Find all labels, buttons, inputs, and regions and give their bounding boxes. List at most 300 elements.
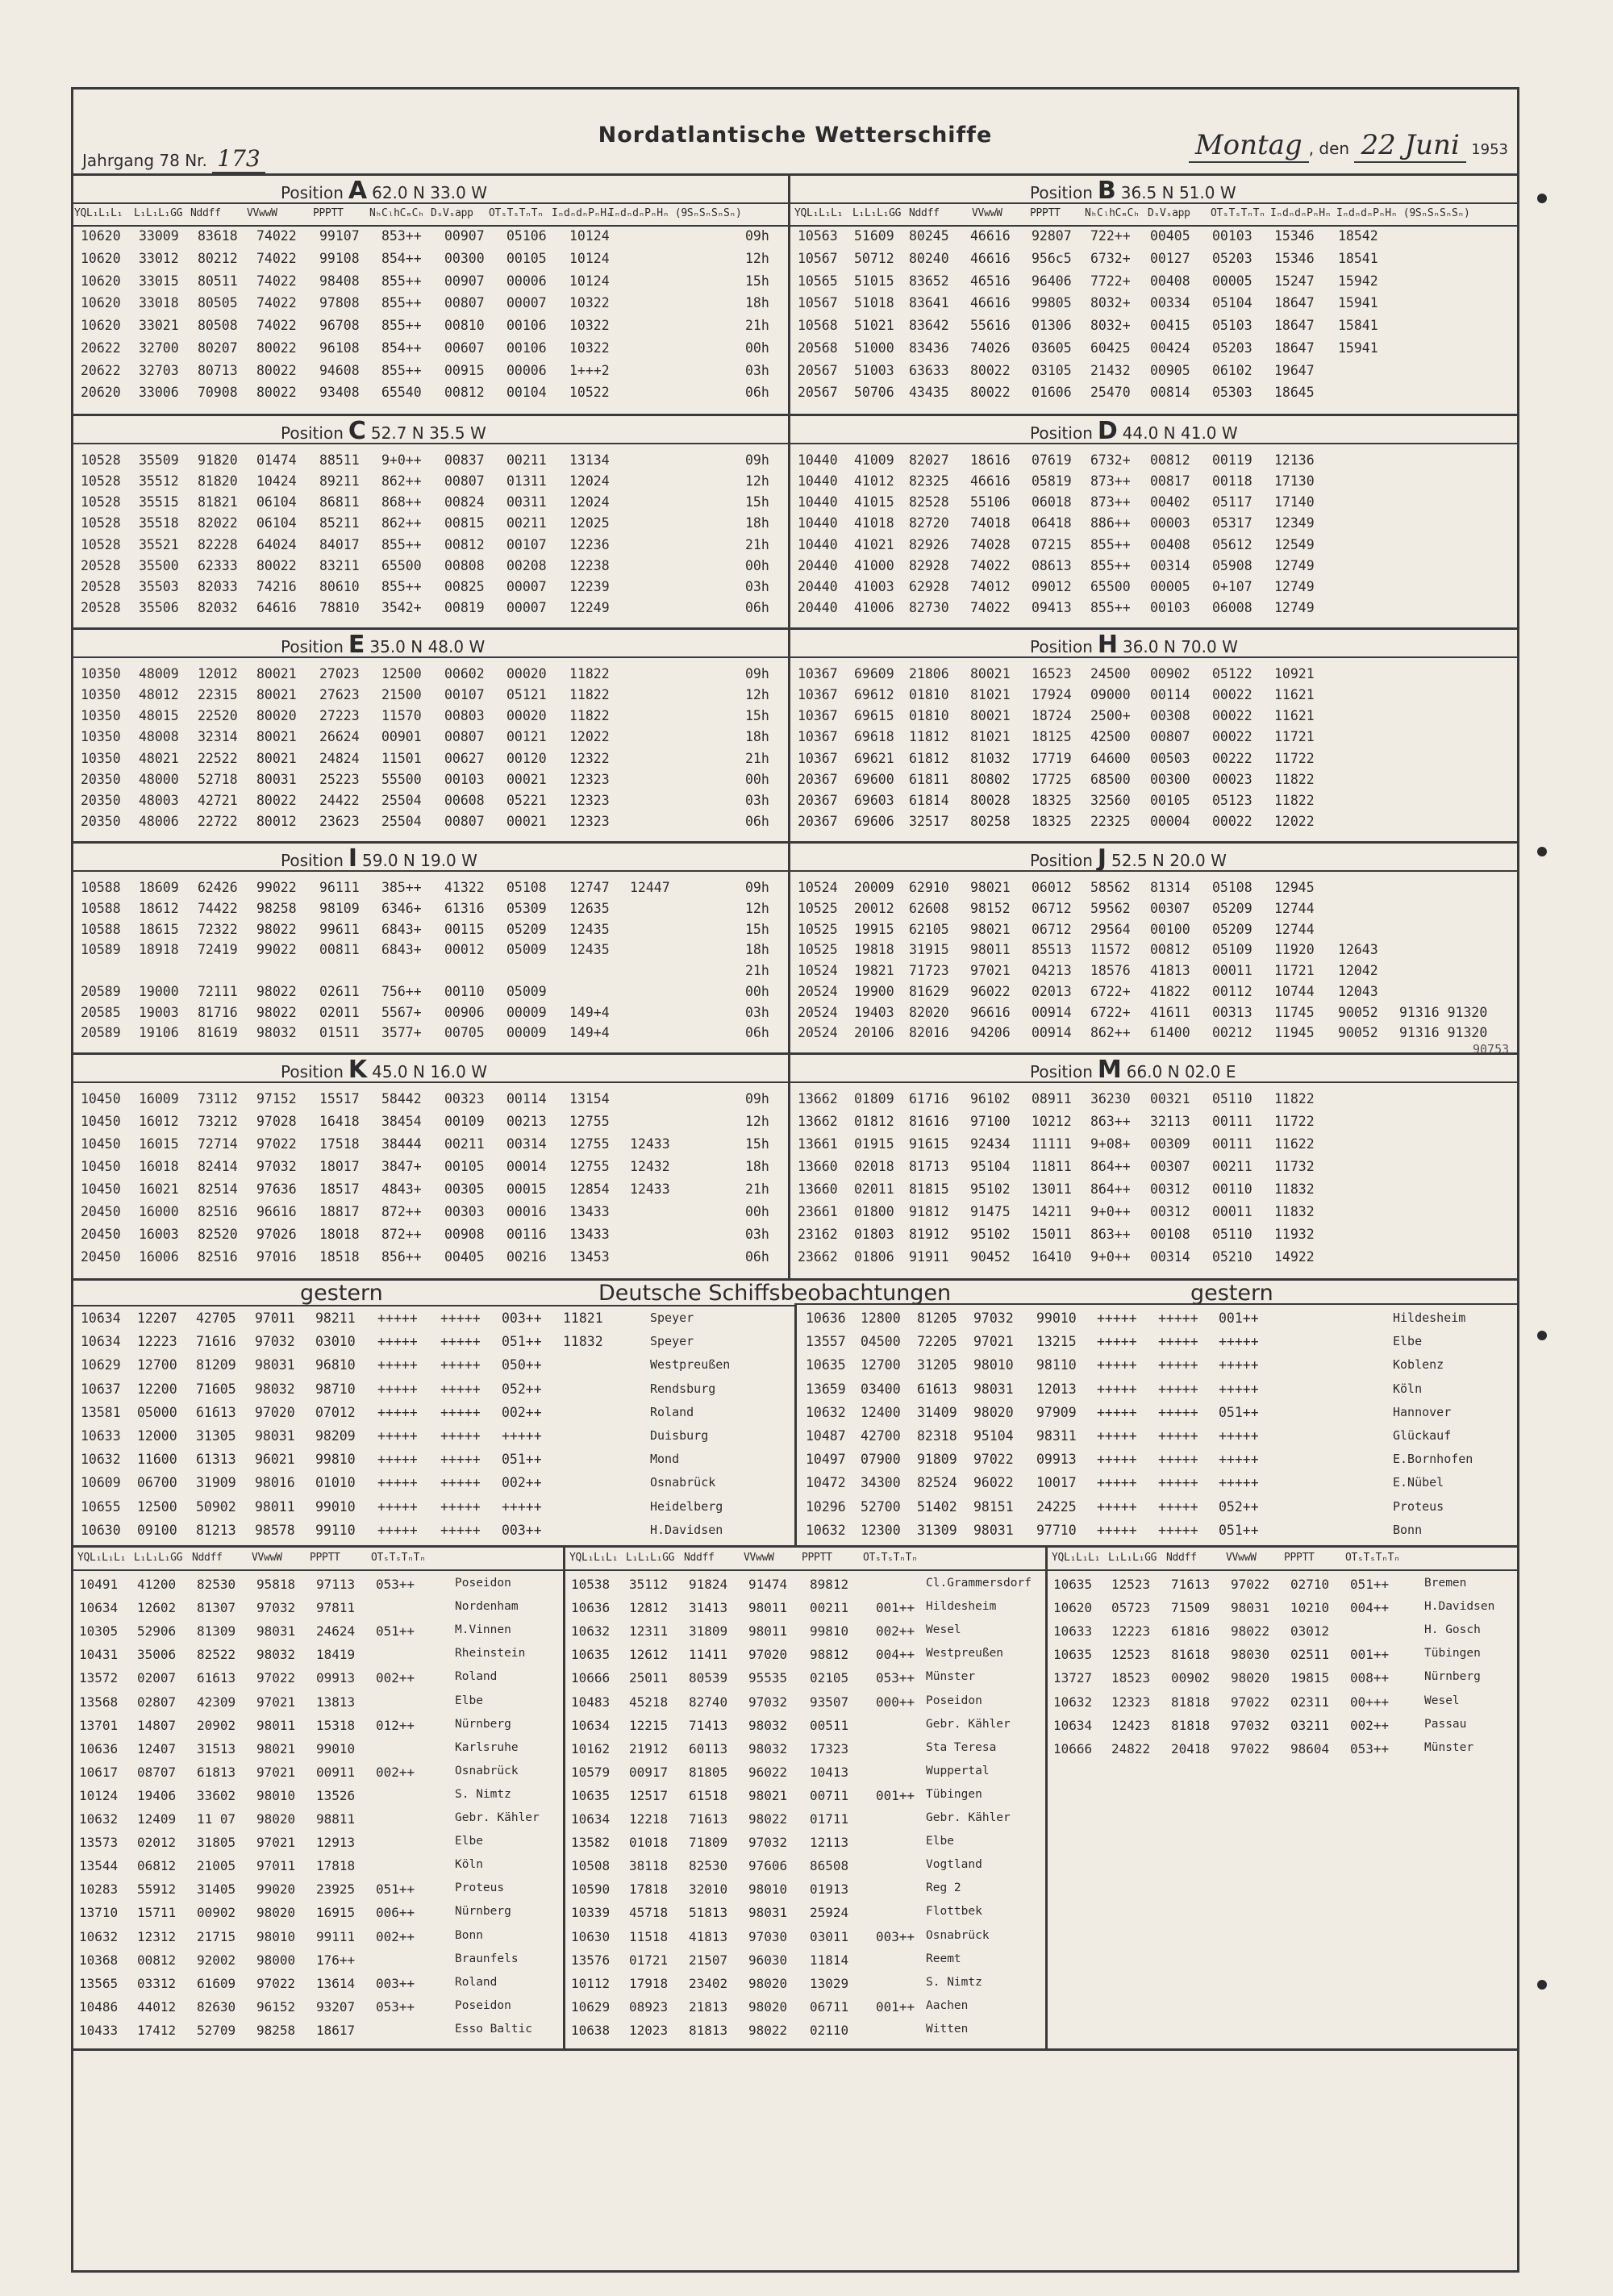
obs-cell: 00103: [1212, 228, 1252, 244]
observation-row: [788, 1159, 1514, 1177]
obs-cell: 00402: [1150, 494, 1190, 510]
obs-cell: 20350: [81, 813, 121, 829]
obs-cell: 21h: [745, 1181, 769, 1197]
obs-cell: 81805: [689, 1764, 728, 1780]
obs-cell: 50902: [196, 1498, 236, 1515]
obs-cell: 89211: [319, 473, 360, 490]
obs-cell: 27023: [319, 666, 360, 681]
obs-cell: 00312: [1150, 1204, 1190, 1219]
obs-cell: 00006: [506, 273, 547, 289]
obs-cell: 15h: [745, 494, 769, 510]
obs-cell: 31809: [689, 1623, 728, 1640]
obs-cell: 82325: [909, 473, 949, 490]
obs-cell: 10634: [81, 1311, 121, 1326]
obs-cell: 13662: [798, 1114, 838, 1129]
issue-label: [82, 145, 265, 172]
obs-cell: 06418: [1032, 515, 1072, 531]
obs-cell: 11920: [1274, 942, 1315, 958]
obs-cell: 11111: [1032, 1136, 1072, 1152]
obs-cell: 33018: [139, 295, 179, 311]
obs-cell: +++++: [502, 1498, 542, 1515]
obs-cell: 82033: [198, 578, 238, 594]
obs-cell: 10528: [81, 452, 121, 468]
obs-cell: 12812: [629, 1600, 669, 1616]
obs-cell: 051++: [1350, 1577, 1390, 1592]
obs-cell: 15h: [745, 1136, 769, 1152]
obs-cell: 13572: [79, 1670, 119, 1686]
obs-cell: 96102: [970, 1091, 1011, 1106]
obs-cell: 10017: [1036, 1475, 1077, 1491]
obs-cell: 81821: [198, 494, 238, 510]
obs-cell: 385++: [381, 880, 422, 895]
obs-cell: 44012: [137, 1998, 177, 2015]
obs-cell: 80022: [256, 362, 297, 378]
obs-cell: 22520: [198, 708, 238, 724]
obs-cell: 18542: [1338, 228, 1378, 244]
obs-cell: 05103: [1212, 318, 1252, 333]
column-header: OTₛTₛTₙTₙ: [1345, 1552, 1400, 1564]
obs-cell: 10528: [81, 536, 121, 552]
observation-row: [788, 1005, 1514, 1023]
obs-cell: 00120: [506, 750, 547, 766]
german-row: [794, 1311, 1520, 1328]
obs-cell: 855++: [381, 318, 422, 333]
block-top-rule-0: [71, 173, 1519, 176]
obs-cell: 00015: [506, 1181, 547, 1197]
obs-cell: 99810: [315, 1452, 356, 1468]
obs-cell: 35521: [139, 536, 179, 552]
column-header: L₁L₁L₁GG: [626, 1552, 675, 1564]
obs-cell: 80610: [319, 578, 360, 594]
obs-cell: 82514: [198, 1181, 238, 1197]
observation-row: [788, 1204, 1514, 1222]
obs-cell: 00004: [1150, 813, 1190, 829]
obs-cell: 10491: [79, 1577, 119, 1592]
ship-name: E.Nübel: [1393, 1475, 1444, 1490]
observation-row: [788, 666, 1514, 684]
obs-cell: 13029: [810, 1975, 849, 1991]
ship-observation-row: [1045, 1670, 1521, 1688]
obs-cell: 6843+: [381, 921, 422, 937]
date-label: [1189, 129, 1508, 161]
obs-cell: 06h: [745, 599, 769, 615]
obs-cell: 722++: [1090, 228, 1131, 244]
position-rule-left: [71, 443, 788, 444]
obs-cell: 98011: [255, 1498, 295, 1515]
obs-cell: 10637: [81, 1381, 121, 1397]
obs-cell: 176++: [316, 1952, 356, 1968]
obs-cell: 99805: [1032, 295, 1072, 311]
obs-cell: 10450: [81, 1159, 121, 1174]
position-letter: I: [348, 844, 358, 873]
obs-cell: 11945: [1274, 1025, 1315, 1041]
obs-cell: 91824: [689, 1577, 728, 1592]
obs-cell: 72111: [198, 983, 238, 999]
obs-cell: 00112: [1212, 983, 1252, 999]
obs-cell: 98710: [315, 1381, 356, 1397]
obs-cell: 06012: [1032, 880, 1072, 895]
position-rule-right: [788, 656, 1519, 658]
bottom-rows-3: [1045, 1577, 1521, 2044]
ship-name: Elbe: [1393, 1334, 1423, 1349]
obs-cell: 98604: [1290, 1740, 1330, 1756]
obs-cell: 82032: [198, 599, 238, 615]
observation-row: [788, 537, 1514, 555]
position-heading-D: [1030, 417, 1238, 445]
obs-cell: 16523: [1032, 666, 1072, 681]
obs-cell: 13660: [798, 1159, 838, 1174]
obs-cell: 92434: [970, 1136, 1011, 1152]
obs-cell: +++++: [377, 1311, 418, 1326]
obs-cell: 96152: [256, 1998, 296, 2015]
obs-cell: +++++: [377, 1522, 418, 1538]
obs-cell: 855++: [381, 273, 422, 289]
obs-cell: 65500: [381, 557, 422, 573]
obs-cell: 00007: [506, 295, 547, 311]
obs-cell: 001++: [876, 1787, 915, 1803]
position-label: Position: [281, 423, 344, 443]
obs-cell: 15942: [1338, 273, 1378, 289]
obs-cell: 862++: [1090, 1025, 1131, 1041]
obs-cell: 61816: [1171, 1623, 1211, 1640]
obs-cell: 06102: [1212, 362, 1252, 378]
obs-cell: 00907: [444, 228, 485, 244]
obs-cell: 20367: [798, 813, 838, 829]
obs-cell: 12500: [137, 1498, 177, 1515]
position-coordinates: 36.0 N 70.0 W: [1122, 637, 1238, 656]
position-heading-C: [281, 417, 486, 445]
obs-cell: 42700: [861, 1428, 901, 1444]
obs-cell: 81713: [909, 1159, 949, 1174]
obs-cell: 46616: [970, 473, 1011, 490]
obs-cell: 15941: [1338, 295, 1378, 311]
obs-cell: 00914: [1032, 1025, 1072, 1041]
binder-hole-2: [1537, 847, 1547, 856]
obs-cell: 33006: [139, 385, 179, 401]
ship-observation-row: [563, 1577, 1039, 1594]
column-header: DₛVₛapp: [1148, 207, 1190, 219]
obs-cell: 03012: [1290, 1623, 1330, 1640]
obs-cell: 23162: [798, 1227, 838, 1242]
ship-name: Tübingen: [926, 1787, 982, 1801]
obs-cell: 7722+: [1090, 273, 1131, 289]
obs-cell: 13660: [798, 1181, 838, 1197]
obs-cell: 18h: [745, 295, 769, 311]
obs-cell: 41012: [854, 473, 894, 490]
obs-cell: 74022: [256, 250, 297, 266]
obs-cell: 82516: [198, 1249, 238, 1265]
obs-cell: 98032: [256, 1025, 297, 1041]
obs-cell: 13557: [806, 1334, 846, 1350]
german-row: [71, 1334, 797, 1352]
obs-cell: 00111: [1212, 1114, 1252, 1129]
column-header: YQL₁L₁L₁: [794, 207, 844, 219]
obs-cell: 12013: [1036, 1381, 1077, 1397]
obs-cell: 855++: [1090, 599, 1131, 615]
obs-cell: 18517: [319, 1181, 360, 1197]
obs-cell: 98020: [1231, 1670, 1270, 1686]
obs-cell: 15h: [745, 921, 769, 937]
obs-cell: 10620: [81, 318, 121, 333]
obs-cell: +++++: [1219, 1334, 1259, 1350]
obs-cell: 00022: [1212, 729, 1252, 745]
obs-cell: 12854: [569, 1181, 610, 1197]
obs-cell: 10525: [798, 900, 838, 916]
ship-name: H.Davidsen: [1424, 1600, 1495, 1614]
obs-cell: 97022: [256, 1136, 297, 1152]
obs-cell: 45218: [629, 1694, 669, 1710]
weekday: Montag: [1189, 129, 1309, 163]
obs-cell: 81205: [917, 1311, 957, 1326]
obs-cell: 21h: [745, 963, 769, 978]
obs-cell: 98032: [256, 1647, 296, 1663]
binder-hole-4: [1537, 1980, 1547, 1990]
obs-cell: 9+0++: [1090, 1249, 1131, 1265]
column-header: OTₛTₛTₙTₙ: [371, 1552, 426, 1564]
obs-cell: 10124: [569, 228, 610, 244]
obs-cell: 06h: [745, 1249, 769, 1265]
obs-cell: 98031: [1231, 1600, 1270, 1616]
obs-cell: 11 07: [197, 1811, 236, 1827]
obs-cell: 80028: [970, 792, 1011, 808]
obs-cell: 82027: [909, 452, 949, 468]
ship-observation-row: [71, 1999, 547, 2017]
observation-row: [788, 494, 1514, 512]
obs-cell: 01810: [909, 687, 949, 703]
obs-cell: 23623: [319, 813, 360, 829]
obs-cell: 13134: [569, 452, 610, 468]
obs-cell: 853++: [381, 228, 422, 244]
obs-cell: 10589: [81, 942, 121, 958]
obs-cell: 00313: [1212, 1004, 1252, 1020]
obs-cell: 00917: [629, 1764, 669, 1780]
obs-cell: 32010: [689, 1881, 728, 1898]
ship-observation-row: [71, 1577, 547, 1594]
observation-row: [71, 600, 797, 618]
obs-cell: 10322: [569, 340, 610, 356]
obs-cell: +++++: [1097, 1381, 1137, 1397]
ship-observation-row: [563, 1811, 1039, 1829]
obs-cell: 20367: [798, 792, 838, 808]
obs-cell: 05303: [1212, 385, 1252, 401]
obs-cell: 03011: [810, 1928, 849, 1944]
observation-row: [788, 515, 1514, 533]
ship-name: Roland: [455, 1975, 498, 1989]
obs-cell: 35500: [139, 557, 179, 573]
ship-observation-row: [71, 2023, 547, 2040]
obs-cell: 00105: [444, 1159, 485, 1174]
obs-cell: 61813: [197, 1764, 236, 1780]
bottom-header-rule-3: [1045, 1569, 1519, 1571]
obs-cell: 05000: [137, 1404, 177, 1420]
obs-cell: 20418: [1171, 1740, 1211, 1756]
obs-cell: 51813: [689, 1905, 728, 1921]
column-header: Nddff: [684, 1552, 715, 1564]
obs-cell: 10367: [798, 729, 838, 745]
obs-cell: 98152: [970, 900, 1011, 916]
obs-cell: 97032: [256, 1159, 297, 1174]
observation-row: [788, 295, 1514, 313]
obs-cell: 74022: [256, 295, 297, 311]
obs-cell: 06h: [745, 1025, 769, 1041]
obs-cell: 18h: [745, 942, 769, 958]
ship-name: Elbe: [926, 1835, 954, 1848]
observation-row: [71, 880, 797, 898]
observation-row: [788, 922, 1514, 940]
obs-cell: 19406: [137, 1787, 177, 1803]
obs-cell: 11722: [1274, 750, 1315, 766]
obs-cell: 38444: [381, 1136, 422, 1152]
obs-cell: 855++: [1090, 557, 1131, 573]
ship-name: Köln: [1393, 1381, 1423, 1396]
obs-cell: 00011: [1212, 963, 1252, 978]
observation-row: [788, 363, 1514, 381]
ship-name: Braunfels: [455, 1952, 519, 1965]
obs-cell: 51003: [854, 362, 894, 378]
obs-cell: 00305: [444, 1181, 485, 1197]
obs-cell: 02710: [1290, 1577, 1330, 1592]
obs-cell: +++++: [377, 1357, 418, 1373]
obs-cell: 17818: [629, 1881, 669, 1898]
obs-cell: 18647: [1274, 318, 1315, 333]
obs-cell: 00424: [1150, 340, 1190, 356]
ship-observation-row: [563, 1623, 1039, 1641]
ship-name: Heidelberg: [650, 1498, 723, 1514]
obs-cell: 90452: [970, 1249, 1011, 1265]
obs-cell: 6732+: [1090, 452, 1131, 468]
obs-cell: 00307: [1150, 1159, 1190, 1174]
ship-name: Roland: [455, 1670, 498, 1684]
column-header: IₙdₙdₙPₙHₙ (9SₙSₙSₙSₙ): [1336, 207, 1470, 219]
obs-cell: 29564: [1090, 921, 1131, 937]
obs-cell: 82520: [198, 1227, 238, 1242]
obs-cell: 91316 91320: [1399, 1025, 1488, 1041]
obs-cell: 02511: [1290, 1647, 1330, 1663]
obs-cell: 11411: [689, 1647, 728, 1663]
obs-cell: 00012: [444, 942, 485, 958]
obs-cell: 96030: [748, 1952, 788, 1968]
obs-cell: 34300: [861, 1475, 901, 1491]
obs-cell: 33015: [139, 273, 179, 289]
position-rule-right: [788, 1081, 1519, 1083]
obs-cell: 25470: [1090, 385, 1131, 401]
obs-cell: 62105: [909, 921, 949, 937]
observation-row: [71, 984, 797, 1002]
obs-cell: 15346: [1274, 250, 1315, 266]
obs-cell: 05123: [1212, 792, 1252, 808]
obs-cell: 80508: [198, 318, 238, 333]
obs-cell: 10620: [81, 295, 121, 311]
obs-cell: 00h: [745, 771, 769, 787]
observation-row: [71, 537, 797, 555]
obs-cell: 98258: [256, 2022, 296, 2038]
obs-cell: 00503: [1150, 750, 1190, 766]
obs-cell: 11822: [1274, 1091, 1315, 1106]
obs-cell: 6732+: [1090, 250, 1131, 266]
obs-cell: 00216: [506, 1249, 547, 1265]
obs-cell: 00222: [1212, 750, 1252, 766]
obs-cell: 00107: [444, 687, 485, 703]
ship-name: Poseidon: [455, 1577, 511, 1590]
obs-cell: 33012: [139, 250, 179, 266]
ship-name: E.Bornhofen: [1393, 1452, 1473, 1467]
obs-cell: 053++: [1350, 1740, 1390, 1756]
obs-cell: 62426: [198, 880, 238, 895]
obs-cell: 16021: [139, 1181, 179, 1197]
date-separator: , den: [1308, 139, 1350, 158]
observation-row: [71, 1136, 797, 1154]
german-row: [71, 1405, 797, 1423]
obs-cell: 96022: [970, 983, 1011, 999]
obs-cell: 97100: [970, 1114, 1011, 1129]
obs-cell: 10368: [79, 1952, 119, 1968]
obs-cell: 18724: [1032, 708, 1072, 724]
ship-observation-row: [563, 1718, 1039, 1736]
obs-cell: 27623: [319, 687, 360, 703]
obs-cell: 18645: [1274, 385, 1315, 401]
observation-row: [788, 340, 1514, 358]
obs-cell: 21912: [629, 1740, 669, 1756]
obs-cell: 20440: [798, 578, 838, 594]
position-m-note: 90753: [1473, 1042, 1510, 1056]
obs-cell: 41200: [137, 1577, 177, 1592]
obs-cell: 71413: [689, 1717, 728, 1733]
obs-cell: 18017: [319, 1159, 360, 1174]
obs-cell: 10497: [806, 1452, 846, 1468]
obs-cell: 12523: [1111, 1647, 1151, 1663]
obs-cell: 10350: [81, 666, 121, 681]
obs-cell: 71616: [196, 1334, 236, 1350]
obs-cell: +++++: [502, 1428, 542, 1444]
bottom-column-header-3: [1045, 1552, 1521, 1566]
obs-cell: 16018: [139, 1159, 179, 1174]
obs-cell: +++++: [1219, 1475, 1259, 1491]
obs-cell: 42705: [196, 1311, 236, 1326]
obs-cell: 10528: [81, 494, 121, 510]
obs-cell: 00h: [745, 983, 769, 999]
observation-row: [788, 1025, 1514, 1043]
obs-cell: 051++: [502, 1334, 542, 1350]
obs-cell: 64024: [256, 536, 297, 552]
obs-cell: 31205: [917, 1357, 957, 1373]
obs-cell: 9+08+: [1090, 1136, 1131, 1152]
obs-cell: 09h: [745, 880, 769, 895]
obs-cell: 20589: [81, 983, 121, 999]
obs-cell: +++++: [1219, 1357, 1259, 1373]
obs-cell: 18617: [316, 2022, 356, 2038]
obs-cell: 05221: [506, 792, 547, 808]
obs-cell: 053++: [876, 1670, 915, 1686]
obs-cell: 12749: [1274, 578, 1315, 594]
obs-cell: 00905: [1150, 362, 1190, 378]
obs-cell: 00211: [444, 1136, 485, 1152]
obs-cell: 83642: [909, 318, 949, 333]
obs-cell: 96810: [315, 1357, 356, 1373]
obs-cell: 04213: [1032, 963, 1072, 978]
obs-cell: 08613: [1032, 557, 1072, 573]
obs-cell: 97032: [256, 1600, 296, 1616]
observation-row: [788, 708, 1514, 726]
ship-name: Hannover: [1393, 1404, 1452, 1419]
obs-cell: 20450: [81, 1204, 121, 1219]
ship-observation-row: [1045, 1577, 1521, 1594]
obs-cell: 0+107: [1212, 578, 1252, 594]
obs-cell: 003++: [376, 1975, 415, 1991]
german-row: [71, 1475, 797, 1493]
header-bottom-rule-right: [788, 225, 1519, 227]
observation-row: [71, 515, 797, 533]
obs-cell: 10636: [79, 1740, 119, 1756]
